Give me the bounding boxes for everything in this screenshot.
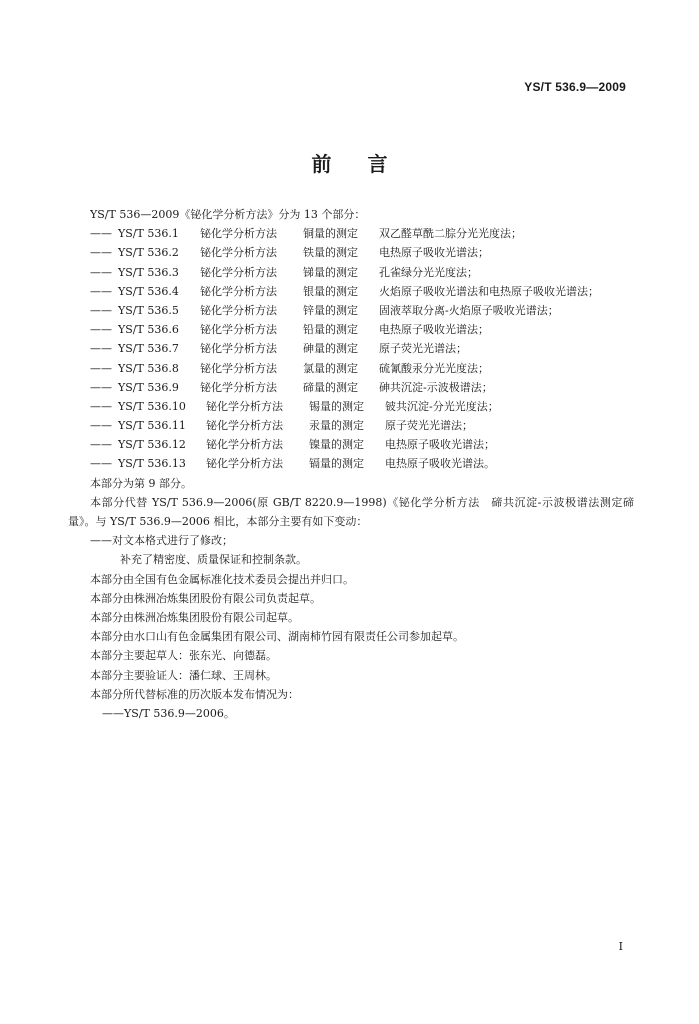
part-list-item bbox=[68, 301, 634, 320]
part-list-item bbox=[68, 435, 634, 454]
part-prefix: —— bbox=[90, 265, 112, 279]
part-code: YS/T 536.8 bbox=[118, 361, 179, 375]
change-item-2: 补充了精密度、质量保证和控制条款。 bbox=[120, 553, 307, 567]
part-code: YS/T 536.3 bbox=[118, 265, 179, 279]
main-drafters-line: 本部分主要起草人：张东光、向德磊。 bbox=[90, 649, 277, 663]
part-item: 氯量的测定 bbox=[303, 361, 358, 375]
part-item: 锑量的测定 bbox=[303, 265, 358, 279]
part-main-title: 铋化学分析方法 bbox=[200, 361, 277, 375]
part-item: 银量的测定 bbox=[303, 284, 358, 298]
part-prefix: —— bbox=[90, 303, 112, 317]
part-method: 固液萃取分离-火焰原子吸收光谱法； bbox=[379, 303, 559, 317]
proposed-by-line: 本部分由全国有色金属标准化技术委员会提出并归口。 bbox=[90, 572, 354, 586]
verifiers-line: 本部分主要验证人：潘仁球、王周林。 bbox=[90, 668, 277, 682]
part-item: 镉量的测定 bbox=[309, 457, 364, 471]
part-item: 镍量的测定 bbox=[309, 438, 364, 452]
part-list-item bbox=[68, 282, 634, 301]
page-number: I bbox=[618, 940, 623, 953]
part-main-title: 铋化学分析方法 bbox=[200, 227, 277, 241]
part-item: 铜量的测定 bbox=[303, 227, 358, 241]
drafted-by-line: 本部分由株洲冶炼集团股份有限公司起草。 bbox=[90, 610, 299, 624]
part-main-title: 铋化学分析方法 bbox=[200, 342, 277, 356]
part-item: 锌量的测定 bbox=[303, 303, 358, 317]
part-method: 火焰原子吸收光谱法和电热原子吸收光谱法； bbox=[379, 284, 599, 298]
part-main-title: 铋化学分析方法 bbox=[206, 457, 283, 471]
part-prefix: —— bbox=[90, 457, 112, 471]
part-code: YS/T 536.6 bbox=[118, 323, 179, 337]
part-method: 孔雀绿分光光度法； bbox=[379, 265, 478, 279]
document-body bbox=[68, 205, 634, 723]
part-method: 砷共沉淀-示波极谱法； bbox=[379, 380, 493, 394]
part-prefix: —— bbox=[90, 399, 112, 413]
part-code: YS/T 536.10 bbox=[118, 399, 186, 413]
change-item-1: ——对文本格式进行了修改； bbox=[90, 534, 233, 548]
part-code: YS/T 536.4 bbox=[118, 284, 179, 298]
part-list-item bbox=[68, 339, 634, 358]
part-main-title: 铋化学分析方法 bbox=[206, 399, 283, 413]
part-is-line: 本部分为第 9 部分。 bbox=[90, 476, 192, 490]
part-main-title: 铋化学分析方法 bbox=[200, 284, 277, 298]
part-item: 砷量的测定 bbox=[303, 342, 358, 356]
part-list-item bbox=[68, 243, 634, 262]
participants-line: 本部分由水口山有色金属集团有限公司、湖南柿竹园有限责任公司参加起草。 bbox=[90, 630, 464, 644]
part-method: 电热原子吸收光谱法； bbox=[379, 246, 489, 260]
part-prefix: —— bbox=[90, 380, 112, 394]
parts-list bbox=[68, 224, 634, 473]
part-list-item bbox=[68, 416, 634, 435]
part-code: YS/T 536.2 bbox=[118, 246, 179, 260]
part-main-title: 铋化学分析方法 bbox=[200, 323, 277, 337]
part-list-item bbox=[68, 224, 634, 243]
part-code: YS/T 536.7 bbox=[118, 342, 179, 356]
part-prefix: —— bbox=[90, 419, 112, 433]
part-item: 锡量的测定 bbox=[309, 399, 364, 413]
part-main-title: 铋化学分析方法 bbox=[200, 380, 277, 394]
history-title-line: 本部分所代替标准的历次版本发布情况为： bbox=[90, 687, 299, 701]
part-item: 铅量的测定 bbox=[303, 323, 358, 337]
part-main-title: 铋化学分析方法 bbox=[206, 419, 283, 433]
part-item: 碲量的测定 bbox=[303, 380, 358, 394]
standard-number: YS/T 536.9—2009 bbox=[524, 80, 626, 94]
part-code: YS/T 536.5 bbox=[118, 303, 179, 317]
part-main-title: 铋化学分析方法 bbox=[200, 265, 277, 279]
part-method: 电热原子吸收光谱法； bbox=[379, 323, 489, 337]
part-method: 电热原子吸收光谱法； bbox=[385, 438, 495, 452]
part-code: YS/T 536.12 bbox=[118, 438, 186, 452]
part-code: YS/T 536.11 bbox=[118, 419, 186, 433]
part-method: 原子荧光光谱法； bbox=[379, 342, 467, 356]
part-code: YS/T 536.9 bbox=[118, 380, 179, 394]
part-list-item bbox=[68, 263, 634, 282]
part-main-title: 铋化学分析方法 bbox=[206, 438, 283, 452]
part-code: YS/T 536.1 bbox=[118, 227, 179, 241]
history-item: ——YS/T 536.9—2006。 bbox=[102, 706, 235, 720]
part-prefix: —— bbox=[90, 246, 112, 260]
part-prefix: —— bbox=[90, 284, 112, 298]
part-method: 铍共沉淀-分光光度法； bbox=[385, 399, 499, 413]
part-prefix: —— bbox=[90, 227, 112, 241]
part-prefix: —— bbox=[90, 323, 112, 337]
part-item: 汞量的测定 bbox=[309, 419, 364, 433]
page-title: 前言 bbox=[311, 152, 424, 176]
part-method: 原子荧光光谱法； bbox=[385, 419, 473, 433]
part-list-item bbox=[68, 454, 634, 473]
part-list-item bbox=[68, 320, 634, 339]
part-method: 电热原子吸收光谱法。 bbox=[385, 457, 495, 471]
part-list-item bbox=[68, 359, 634, 378]
part-method: 硫氰酸汞分光光度法； bbox=[379, 361, 489, 375]
part-prefix: —— bbox=[90, 342, 112, 356]
part-prefix: —— bbox=[90, 361, 112, 375]
part-item: 铁量的测定 bbox=[303, 246, 358, 260]
part-list-item bbox=[68, 397, 634, 416]
part-main-title: 铋化学分析方法 bbox=[200, 246, 277, 260]
part-code: YS/T 536.13 bbox=[118, 457, 186, 471]
part-method: 双乙醛草酰二腙分光光度法； bbox=[379, 227, 522, 241]
part-prefix: —— bbox=[90, 438, 112, 452]
part-main-title: 铋化学分析方法 bbox=[200, 303, 277, 317]
replaces-paragraph: 本部分代替 YS/T 536.9—2006(原 GB/T 8220.9—1998)《铋化学分析方法 碲共沉淀-示波极谱法测定碲量》。与 YS/T 536.9—2006 相比，本部分主要有如下变动： bbox=[68, 495, 634, 529]
responsible-line: 本部分由株洲冶炼集团股份有限公司负责起草。 bbox=[90, 591, 321, 605]
part-list-item bbox=[68, 378, 634, 397]
intro-line: YS/T 536—2009《铋化学分析方法》分为 13 个部分： bbox=[90, 208, 366, 221]
